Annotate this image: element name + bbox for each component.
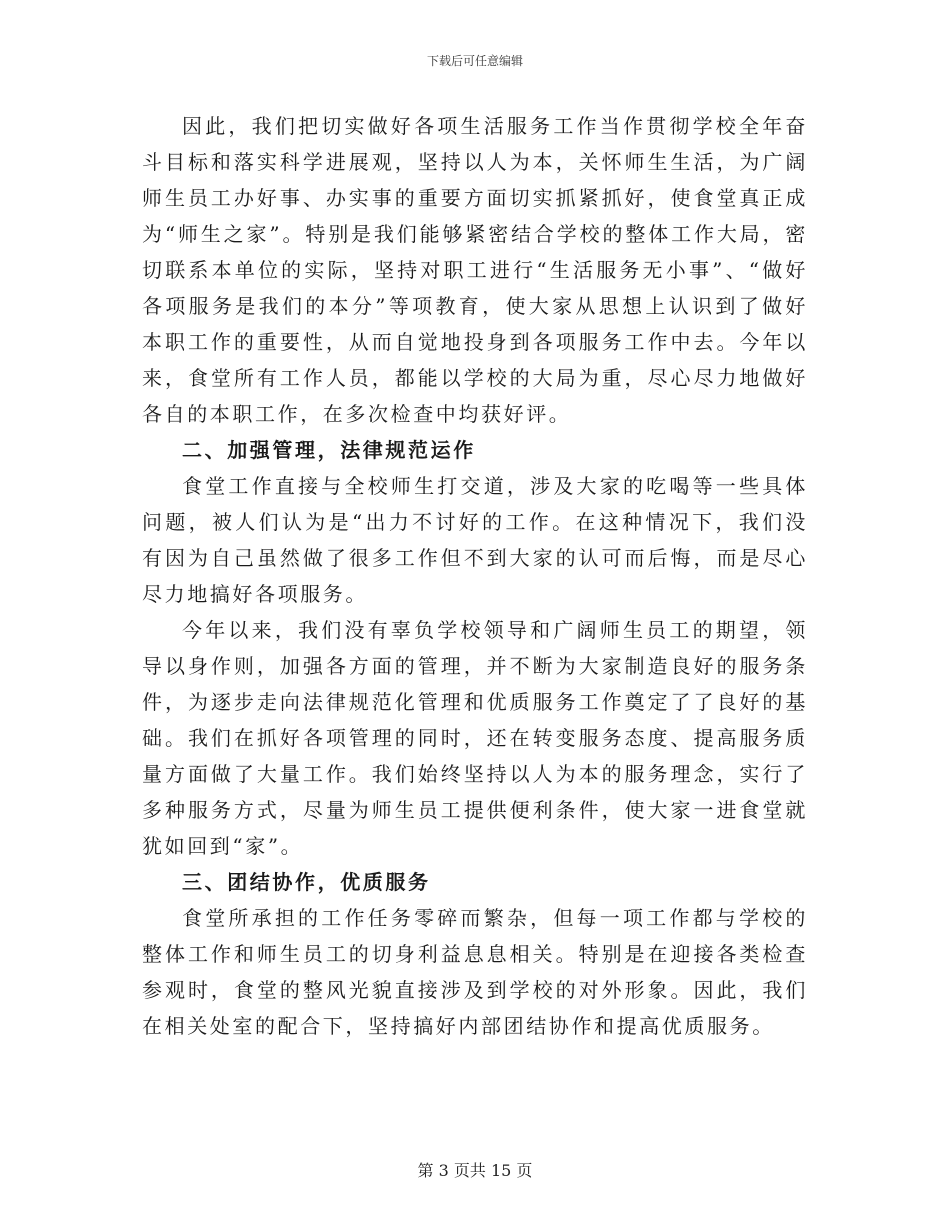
paragraph-this-year: 今年以来，我们没有辜负学校领导和广阔师生员工的期望，领导以身作则，加强各方面的管理，并不断为大家制造良好的服务条件，为逐步走向法律规范化管理和优质服务工作奠定了了良好的基础。我们在抓好各项管理的同时，还在转变服务态度、提高服务质量方面做了大量工作。我们始终坚持以人为本的服务理念，实行了多种服务方式，尽量为师生员工提供便利条件，使大家一进食堂就犹如回到“家”。 [142, 618, 808, 858]
page-header-note: 下载后可任意编辑 [426, 54, 523, 68]
document-body [142, 108, 808, 1044]
paragraph-service-focus: 因此，我们把切实做好各项生活服务工作当作贯彻学校全年奋斗目标和落实科学进展观，坚持以人为本，关怀师生生活，为广阔师生员工办好事、办实事的重要方面切实抓紧抓好，使食堂真正成为“师生之家”。特别是我们能够紧密结合学校的整体工作大局，密切联系本单位的实际，坚持对职工进行“生活服务无小事”、“做好各项服务是我们的本分”等项教育，使大家从思想上认识到了做好本职工作的重要性，从而自觉地投身到各项服务工作中去。今年以来，食堂所有工作人员，都能以学校的大局为重，尽心尽力地做好各自的本职工作，在多次检查中均获好评。 [142, 114, 808, 426]
paragraph-teamwork: 食堂所承担的工作任务零碎而繁杂，但每一项工作都与学校的整体工作和师生员工的切身利益息息相关。特别是在迎接各类检查参观时，食堂的整风光貌直接涉及到学校的对外形象。因此，我们在相关处室的配合下，坚持搞好内部团结协作和提高优质服务。 [142, 906, 808, 1038]
section-heading-management: 二、加强管理，法律规范运作 [182, 438, 476, 462]
page-number-footer: 第 3 页共 15 页 [417, 1161, 533, 1180]
section-heading-cooperation: 三、团结协作，优质服务 [182, 870, 431, 894]
paragraph-cafeteria-work: 食堂工作直接与全校师生打交道，涉及大家的吃喝等一些具体问题，被人们认为是“出力不讨好的工作。在这种情况下，我们没有因为自己虽然做了很多工作但不到大家的认可而后悔，而是尽心尽力地搞好各项服务。 [142, 474, 808, 606]
